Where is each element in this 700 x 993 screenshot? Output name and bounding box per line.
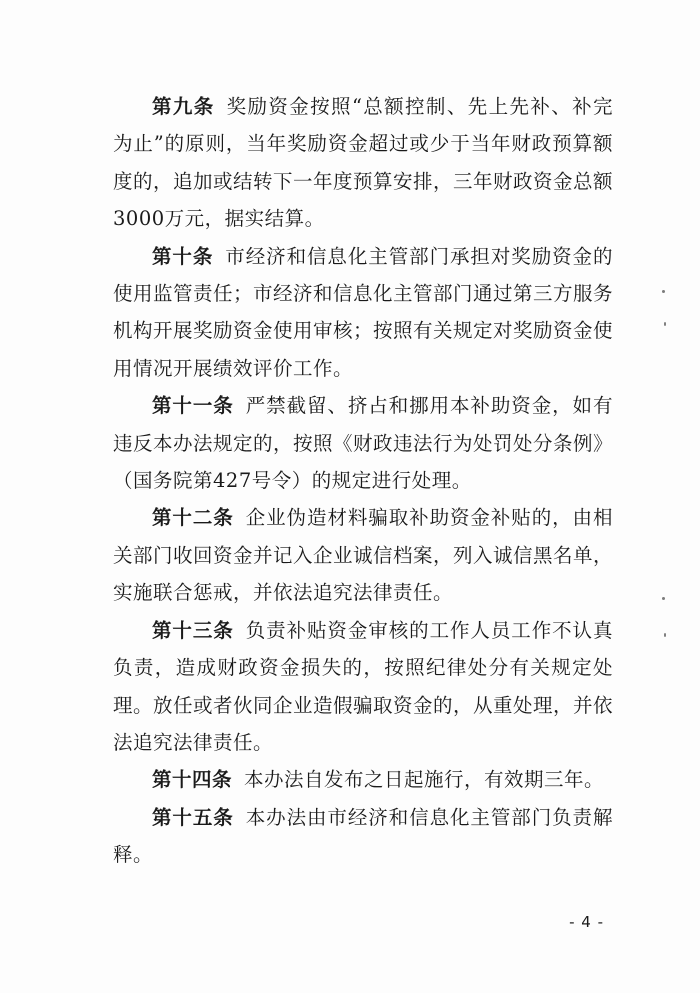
scan-speck	[664, 322, 666, 326]
article-heading: 第十四条	[152, 768, 233, 792]
article-heading: 第十条	[152, 244, 214, 268]
scan-speck	[664, 633, 666, 637]
scan-speck	[662, 290, 665, 293]
article-paragraph	[113, 761, 613, 798]
page-number: - 4 -	[569, 913, 604, 931]
article-heading: 第十一条	[152, 394, 234, 418]
article-heading: 第十五条	[152, 805, 234, 829]
article-text: 市经济和信息化主管部门承担对奖励资金的使用监管责任；市经济和信息化主管部门通过第三方服务机构开展奖励资金使用审核；按照有关规定对奖励资金使用情况开展绩效评价工作。	[113, 244, 614, 380]
article-text: 本办法自发布之日起施行，有效期三年。	[244, 768, 605, 792]
article-heading: 第十二条	[152, 506, 234, 530]
article-text: 奖励资金按照“总额控制、先上先补、补完为止”的原则，当年奖励资金超过或少于当年财政预算额度的，追加或结转下一年度预算安排，三年财政资金总额3000万元，据实结算。	[113, 95, 614, 231]
article-heading: 第九条	[152, 95, 215, 118]
document-body	[113, 88, 613, 874]
article-text: 严禁截留、挤占和挪用本补助资金，如有违反本办法规定的，按照《财政违法行为处罚处分条例》（国务院第427号令）的规定进行处理。	[113, 394, 614, 493]
article-text: 负责补贴资金审核的工作人员工作不认真负责，造成财政资金损失的，按照纪律处分有关规定处理。放任或者伙同企业造假骗取资金的，从重处理，并依法追究法律责任。	[113, 618, 614, 754]
article-text: 企业伪造材料骗取补助资金补贴的，由相关部门收回资金并记入企业诚信档案，列入诚信黑名单，实施联合惩戒，并依法追究法律责任。	[113, 506, 614, 605]
article-paragraph	[113, 238, 613, 388]
article-paragraph	[113, 88, 613, 238]
article-text: 本办法由市经济和信息化主管部门负责解释。	[113, 805, 613, 867]
article-heading: 第十三条	[152, 618, 234, 642]
article-paragraph	[113, 799, 613, 874]
article-paragraph	[113, 387, 613, 499]
article-paragraph	[113, 499, 613, 611]
article-paragraph	[113, 612, 613, 762]
scan-speck	[662, 597, 665, 600]
